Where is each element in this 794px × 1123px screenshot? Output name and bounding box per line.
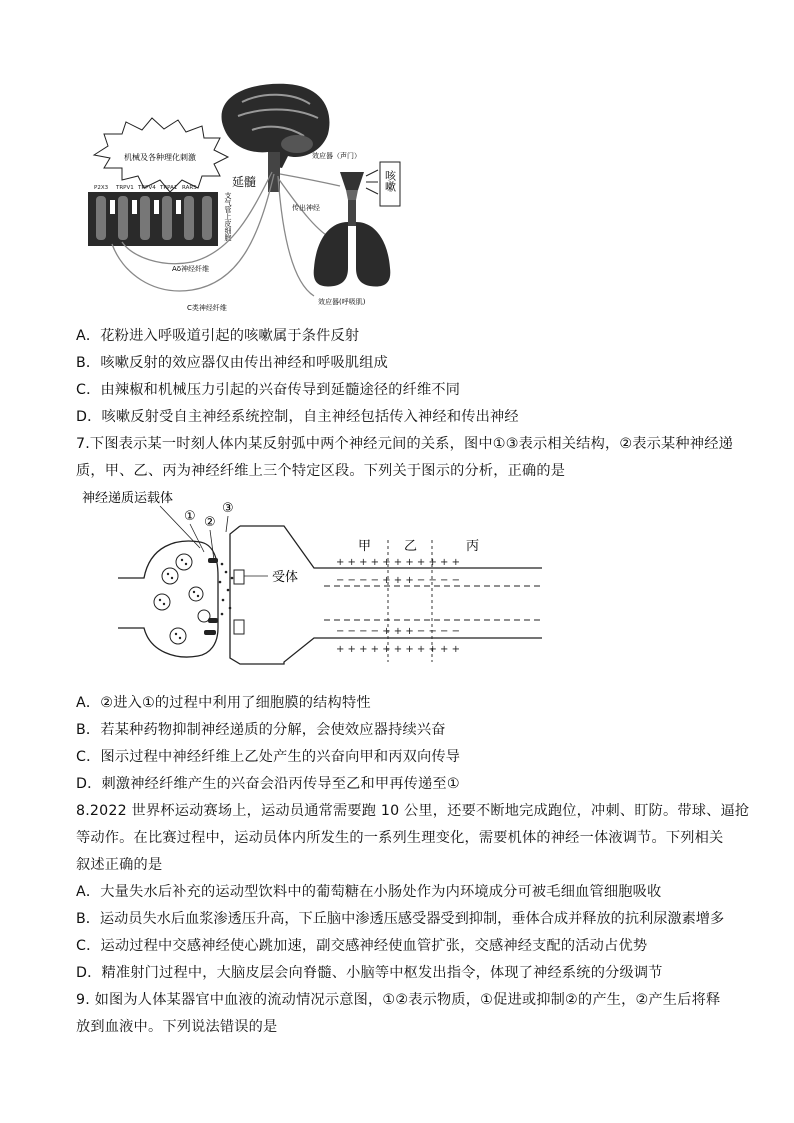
q7-option-b: B．若某种药物抑制神经递质的分解，会使效应器持续兴奋 <box>76 722 446 738</box>
charge-row-inner-bottom: − − − − + + + − − − − <box>336 626 460 637</box>
q9-stem-line1: 9. 如图为人体某器官中血液的流动情况示意图，①②表示物质，①促进或抑制②的产生，②产生后将释 <box>76 992 721 1008</box>
q8-option-b: B．运动员失水后血浆渗透压升高，下丘脑中渗透压感受器受到抑制，垂体合成并释放的抗利尿激素增多 <box>76 911 725 927</box>
marker-3: ③ <box>222 501 234 516</box>
charge-row-outer-top: + + + + + + + + + + + <box>336 557 460 568</box>
q7-option-a: A．②进入①的过程中利用了细胞膜的结构特性 <box>76 695 371 711</box>
q6-option-c: C．由辣椒和机械压力引起的兴奋传导到延髓途径的纤维不同 <box>76 382 461 398</box>
segment-bing-label: 丙 <box>466 539 480 554</box>
q8-stem-line1: 8.2022 世界杯运动赛场上，运动员通常需要跑 10 公里，还要不断地完成跑位，冲刺、盯防。带球、逼抢 <box>76 803 750 819</box>
q8-stem-line3: 叙述正确的是 <box>76 857 163 873</box>
synapse-figure <box>80 486 550 682</box>
receptor <box>234 620 244 634</box>
q9-stem-line2: 放到血液中。下列说法错误的是 <box>76 1019 278 1035</box>
receptor-label: TRPV1 <box>116 185 134 191</box>
charge-row-outer-bottom: + + + + + + + + + + + <box>336 644 460 655</box>
stimulus-label: 机械及各种理化刺激 <box>124 153 196 162</box>
q7-stem-line2: 质，甲、乙、丙为神经纤维上三个特定区段。下列关于图示的分析，正确的是 <box>76 463 566 479</box>
segment-yi-label: 乙 <box>404 539 418 554</box>
q6-option-b: B．咳嗽反射的效应器仅由传出神经和呼吸肌组成 <box>76 355 389 371</box>
receptor-label: TRPA1 <box>160 185 178 191</box>
epithelium-label: 支气管上皮细胞 <box>224 192 232 241</box>
q7-stem-line1: 7.下图表示某一时刻人体内某反射弧中两个神经元间的关系，图中①③表示相关结构，②表示某种神经递 <box>76 436 733 452</box>
q6-option-a: A．花粉进入呼吸道引起的咳嗽属于条件反射 <box>76 328 360 344</box>
charge-row-inner-top: − − − − + + + − − − − <box>336 575 460 586</box>
medulla-label: 延髓 <box>232 175 257 189</box>
effector-top-label: 效应器（声门） <box>312 152 361 160</box>
q7-option-c: C．图示过程中神经纤维上乙处产生的兴奋向甲和丙双向传导 <box>76 749 461 765</box>
cough-label: 咳嗽 <box>383 170 397 192</box>
efferent-label: 传出神经 <box>292 204 320 212</box>
c-fiber-label: C类神经纤维 <box>187 304 227 312</box>
receptor-label: RARS <box>182 185 197 191</box>
marker-1: ① <box>184 509 196 524</box>
cough-reflex-figure <box>82 82 404 314</box>
q8-option-d: D．精准射门过程中，大脑皮层会向脊髓、小脑等中枢发出指令，体现了神经系统的分级调节 <box>76 965 663 981</box>
vesicle-carrier-label: 神经递质运载体 <box>82 491 174 506</box>
q8-option-a: A．大量失水后补充的运动型饮料中的葡萄糖在小肠处作为内环境成分可被毛细血管细胞吸收 <box>76 884 662 900</box>
q7-option-d: D．刺激神经纤维产生的兴奋会沿丙传导至乙和甲再传递至① <box>76 776 460 792</box>
effector-bottom-label: 效应器(呼吸肌) <box>318 298 366 306</box>
receptor <box>234 570 244 584</box>
receptor-label: 受体 <box>272 570 299 585</box>
bronchial-epithelium <box>88 192 218 246</box>
q6-option-d: D．咳嗽反射受自主神经系统控制，自主神经包括传入神经和传出神经 <box>76 409 519 425</box>
marker-2: ② <box>204 515 216 530</box>
receptor-label: TRPV4 <box>138 185 156 191</box>
receptor-label: P2X3 <box>94 185 109 191</box>
a-fiber-label: Aδ神经纤维 <box>172 265 210 273</box>
segment-jia-label: 甲 <box>358 539 372 554</box>
glottis-illustration <box>340 172 364 190</box>
lungs-illustration <box>314 200 391 286</box>
q8-stem-line2: 等动作。在比赛过程中，运动员体内所发生的一系列生理变化，需要机体的神经一体液调节。下列相关 <box>76 830 724 846</box>
q8-option-c: C．运动过程中交感神经使心跳加速，副交感神经使血管扩张，交感神经支配的活动占优势 <box>76 938 648 954</box>
